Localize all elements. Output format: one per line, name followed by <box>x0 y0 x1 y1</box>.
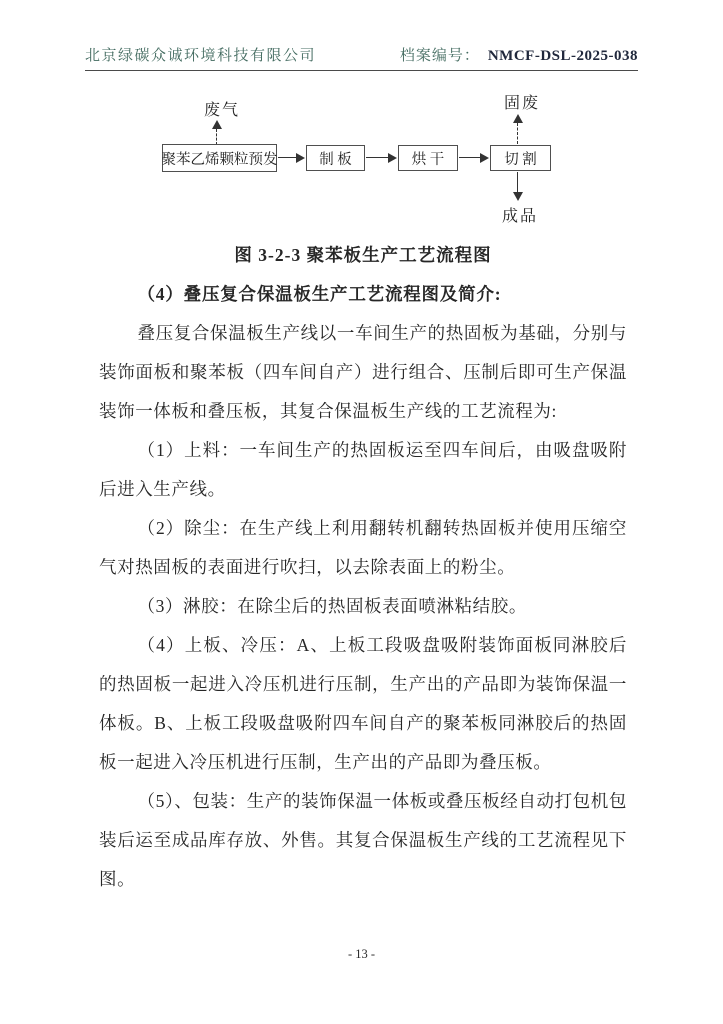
waste-gas-label: 废气 <box>204 102 241 119</box>
connector-line <box>366 157 388 158</box>
company-name: 北京绿碳众诚环境科技有限公司 <box>85 48 317 64</box>
arrow-up-icon <box>212 120 222 129</box>
dashed-connector <box>517 123 518 144</box>
paragraph-step1-loading: （1）上料：一车间生产的热固板运至四车间后，由吸盘吸附后进入生产线。 <box>99 440 627 499</box>
page-number: - 13 - <box>347 947 376 961</box>
connector-line <box>517 172 518 193</box>
product-label: 成品 <box>502 208 539 225</box>
flow-step-board-making: 制 板 <box>306 145 365 171</box>
solid-waste-label: 固废 <box>504 95 541 112</box>
flow-step-cutting: 切 割 <box>490 145 551 171</box>
paragraph-step5-packing: （5）、包装：生产的装饰保温一体板或叠压板经自动打包机包装后运至成品库存放、外售。其复合保温板生产线的工艺流程见下图。 <box>99 791 627 889</box>
arrow-right-icon <box>296 153 305 163</box>
section-heading: （4）叠压复合保温板生产工艺流程图及简介: <box>137 284 502 304</box>
dashed-connector <box>216 129 217 145</box>
figure-caption: 图 3-2-3 聚苯板生产工艺流程图 <box>234 245 492 265</box>
connector-line <box>459 157 480 158</box>
connector-line <box>278 157 297 158</box>
paragraph-step4-pressing: （4）上板、冷压：A、上板工段吸盘吸附装饰面板同淋胶后的热固板一起进入冷压机进行压制，生产出的产品即为装饰保温一体板。B、上板工段吸盘吸附四车间自产的聚苯板同淋胶后的热固板一起进入冷压机进行压制，生产出的产品即为叠压板。 <box>99 635 627 772</box>
flow-step-drying: 烘 干 <box>398 145 458 171</box>
arrow-right-icon <box>480 153 489 163</box>
flow-step-pre-expansion: 聚苯乙烯颗粒预发 <box>162 144 277 172</box>
doc-number: NMCF-DSL-2025-038 <box>487 48 638 64</box>
arrow-down-icon <box>513 192 523 201</box>
document-body <box>99 236 627 899</box>
paragraph-step3-gluing: （3）淋胶：在除尘后的热固板表面喷淋粘结胶。 <box>137 596 527 616</box>
arrow-right-icon <box>388 153 397 163</box>
archive-label: 档案编号： <box>399 48 480 64</box>
arrow-up-icon <box>513 114 523 123</box>
paragraph-step2-dedusting: （2）除尘：在生产线上利用翻转机翻转热固板并使用压缩空气对热固板的表面进行吹扫，以去除表面上的粉尘。 <box>99 518 627 577</box>
paragraph-intro: 叠压复合保温板生产线以一车间生产的热固板为基础，分别与装饰面板和聚苯板（四车间自产）进行组合、压制后即可生产保温装饰一体板和叠压板，其复合保温板生产线的工艺流程为: <box>99 323 627 421</box>
process-flowchart <box>0 0 723 235</box>
